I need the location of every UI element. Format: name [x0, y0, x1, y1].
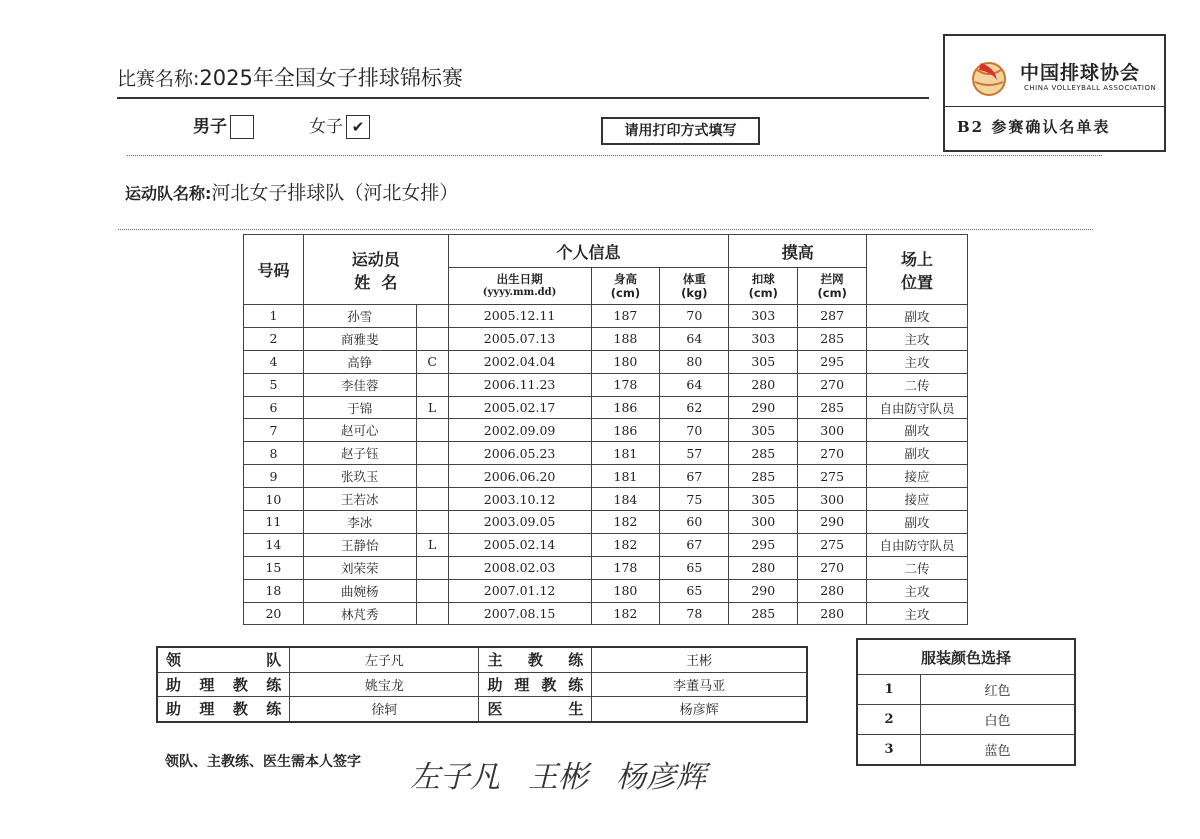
player-block-reach: 280	[798, 579, 867, 602]
player-block-reach: 275	[798, 465, 867, 488]
staff-name: 李董马亚	[592, 672, 807, 697]
player-birth-date: 2003.10.12	[448, 488, 591, 511]
player-number: 7	[244, 419, 304, 442]
player-spike-reach: 280	[729, 373, 798, 396]
male-checkbox[interactable]	[230, 115, 254, 139]
staff-role-char: 助	[166, 700, 182, 719]
signature-team-leader: 左子凡	[410, 760, 500, 795]
player-spike-reach: 303	[729, 327, 798, 350]
player-birth-date: 2002.04.04	[448, 350, 591, 373]
female-checkbox[interactable]: ✔	[346, 115, 370, 139]
staff-role-char: 练	[266, 675, 282, 694]
uniform-color-body	[857, 639, 1075, 765]
player-number: 15	[244, 556, 304, 579]
player-number: 2	[244, 327, 304, 350]
player-position: 副攻	[867, 442, 968, 465]
player-name: 王若冰	[303, 488, 416, 511]
header-weight-unit: (kg)	[681, 286, 708, 300]
staff-row	[157, 697, 807, 722]
header-height-unit: (cm)	[610, 286, 641, 300]
header-height	[591, 268, 660, 305]
player-position: 副攻	[867, 511, 968, 534]
staff-role-chars	[487, 698, 583, 719]
player-role-tag: C	[416, 350, 448, 373]
player-weight: 70	[660, 419, 729, 442]
player-name: 商雅斐	[303, 327, 416, 350]
association-name-en: CHINA VOLLEYBALL ASSOCIATION	[1024, 84, 1157, 92]
player-name: 曲婉杨	[303, 579, 416, 602]
table-row	[244, 465, 968, 488]
table-row	[244, 419, 968, 442]
player-weight: 64	[660, 327, 729, 350]
association-logo-box	[943, 34, 1166, 152]
staff-row	[157, 647, 807, 672]
title-underline	[117, 97, 929, 99]
staff-role-chars	[166, 698, 281, 719]
staff-role-char: 练	[568, 675, 584, 694]
table-row	[244, 488, 968, 511]
player-weight: 78	[660, 602, 729, 625]
player-block-reach: 290	[798, 511, 867, 534]
player-position: 主攻	[867, 579, 968, 602]
player-name: 赵子钰	[303, 442, 416, 465]
player-height: 181	[591, 465, 660, 488]
staff-role-chars	[166, 674, 281, 695]
player-block-reach: 287	[798, 305, 867, 328]
player-birth-date: 2006.05.23	[448, 442, 591, 465]
player-role-tag	[416, 579, 448, 602]
player-role-tag	[416, 419, 448, 442]
player-block-reach: 285	[798, 327, 867, 350]
player-height: 182	[591, 533, 660, 556]
player-height: 178	[591, 373, 660, 396]
player-name: 刘荣荣	[303, 556, 416, 579]
player-birth-date: 2006.06.20	[448, 465, 591, 488]
player-weight: 65	[660, 556, 729, 579]
staff-role-char: 理	[199, 700, 215, 719]
staff-role-label	[157, 697, 290, 722]
player-spike-reach: 290	[729, 396, 798, 419]
player-position: 自由防守队员	[867, 533, 968, 556]
player-position: 接应	[867, 488, 968, 511]
player-role-tag	[416, 442, 448, 465]
table-row	[244, 579, 968, 602]
uniform-color-number: 3	[857, 735, 920, 766]
player-role-tag: L	[416, 533, 448, 556]
player-birth-date: 2003.09.05	[448, 511, 591, 534]
player-spike-reach: 290	[729, 579, 798, 602]
competition-name: 2025年全国女子排球锦标赛	[199, 66, 463, 90]
player-spike-reach: 285	[729, 602, 798, 625]
player-spike-reach: 285	[729, 465, 798, 488]
player-name: 林芃秀	[303, 602, 416, 625]
header-block-label: 拦网	[820, 272, 844, 286]
print-notice: 请用打印方式填写	[601, 117, 760, 145]
header-weight	[660, 268, 729, 305]
player-height: 182	[591, 511, 660, 534]
player-number: 4	[244, 350, 304, 373]
header-block-unit: (cm)	[817, 286, 847, 300]
player-spike-reach: 300	[729, 511, 798, 534]
player-birth-date: 2005.12.11	[448, 305, 591, 328]
staff-name: 徐轲	[290, 697, 479, 722]
player-number: 14	[244, 533, 304, 556]
player-weight: 80	[660, 350, 729, 373]
uniform-color-value: 白色	[920, 705, 1075, 735]
player-birth-date: 2005.07.13	[448, 327, 591, 350]
staff-role-char: 理	[514, 675, 530, 694]
staff-table	[156, 646, 808, 723]
team-name-row	[125, 178, 458, 205]
table-row	[244, 533, 968, 556]
staff-role-label	[157, 672, 290, 697]
uniform-color-number: 1	[857, 675, 920, 705]
player-spike-reach: 295	[729, 533, 798, 556]
player-position: 主攻	[867, 602, 968, 625]
player-height: 180	[591, 350, 660, 373]
header-spike-unit: (cm)	[748, 286, 778, 300]
header-birth-format: (yyyy.mm.dd)	[482, 287, 557, 298]
dotted-divider	[118, 229, 1093, 230]
player-birth-date: 2005.02.14	[448, 533, 591, 556]
player-height: 182	[591, 602, 660, 625]
staff-row	[157, 672, 807, 697]
player-weight: 75	[660, 488, 729, 511]
staff-role-char: 医	[487, 700, 503, 719]
player-role-tag	[416, 373, 448, 396]
header-height-label: 身高	[613, 272, 637, 286]
player-block-reach: 270	[798, 373, 867, 396]
player-block-reach: 275	[798, 533, 867, 556]
table-row	[244, 373, 968, 396]
uniform-color-value: 蓝色	[920, 735, 1075, 766]
player-weight: 57	[660, 442, 729, 465]
player-spike-reach: 303	[729, 305, 798, 328]
player-weight: 62	[660, 396, 729, 419]
form-code: B2 参赛确认名单表	[957, 118, 1111, 136]
player-position: 自由防守队员	[867, 396, 968, 419]
roster-body	[244, 305, 968, 625]
staff-role-char: 队	[266, 651, 282, 670]
staff-role-label	[479, 672, 592, 697]
header-personal-info: 个人信息	[448, 235, 729, 268]
header-weight-label: 体重	[682, 272, 706, 286]
player-weight: 64	[660, 373, 729, 396]
signature-note: 领队、主教练、医生需本人签字	[165, 754, 361, 770]
signature-doctor: 杨彦辉	[616, 760, 706, 795]
player-block-reach: 295	[798, 350, 867, 373]
handwritten-signatures	[410, 752, 734, 796]
signature-head-coach: 王彬	[528, 760, 588, 795]
staff-role-char: 练	[568, 651, 584, 670]
player-height: 184	[591, 488, 660, 511]
table-row	[244, 442, 968, 465]
player-birth-date: 2002.09.09	[448, 419, 591, 442]
staff-name: 姚宝龙	[290, 672, 479, 697]
staff-role-label	[479, 697, 592, 722]
player-birth-date: 2005.02.17	[448, 396, 591, 419]
player-block-reach: 270	[798, 442, 867, 465]
player-position: 二传	[867, 373, 968, 396]
staff-role-char: 生	[568, 700, 584, 719]
player-position: 副攻	[867, 419, 968, 442]
player-number: 6	[244, 396, 304, 419]
player-weight: 65	[660, 579, 729, 602]
staff-role-char: 练	[266, 700, 282, 719]
player-weight: 60	[660, 511, 729, 534]
header-position-line2: 位置	[901, 272, 934, 292]
staff-role-chars	[487, 649, 583, 670]
logo-divider	[945, 106, 1164, 107]
header-spike	[729, 268, 798, 305]
player-name: 王静怡	[303, 533, 416, 556]
staff-role-char: 教	[232, 700, 248, 719]
player-number: 9	[244, 465, 304, 488]
competition-label: 比赛名称:	[117, 68, 200, 90]
uniform-color-row	[857, 705, 1075, 735]
table-row	[244, 350, 968, 373]
player-role-tag	[416, 511, 448, 534]
table-row	[244, 511, 968, 534]
player-number: 20	[244, 602, 304, 625]
staff-role-char: 教	[527, 651, 543, 670]
player-spike-reach: 285	[729, 442, 798, 465]
uniform-color-table	[856, 638, 1076, 766]
player-block-reach: 280	[798, 602, 867, 625]
player-number: 18	[244, 579, 304, 602]
player-height: 187	[591, 305, 660, 328]
staff-name: 左子凡	[290, 647, 479, 672]
player-role-tag	[416, 556, 448, 579]
player-weight: 70	[660, 305, 729, 328]
player-role-tag	[416, 488, 448, 511]
volleyball-logo-icon	[967, 58, 1011, 98]
player-spike-reach: 305	[729, 419, 798, 442]
player-height: 188	[591, 327, 660, 350]
player-weight: 67	[660, 533, 729, 556]
player-position: 二传	[867, 556, 968, 579]
player-block-reach: 300	[798, 488, 867, 511]
staff-role-char: 主	[487, 651, 503, 670]
male-label: 男子	[193, 117, 227, 137]
player-name: 张玖玉	[303, 465, 416, 488]
player-height: 186	[591, 396, 660, 419]
player-position: 副攻	[867, 305, 968, 328]
player-name: 于锦	[303, 396, 416, 419]
header-athlete: 运动员	[351, 249, 400, 269]
player-height: 180	[591, 579, 660, 602]
uniform-color-row	[857, 675, 1075, 705]
player-role-tag	[416, 305, 448, 328]
staff-role-char: 理	[199, 675, 215, 694]
player-height: 181	[591, 442, 660, 465]
player-position: 接应	[867, 465, 968, 488]
roster-table	[243, 234, 968, 625]
table-row	[244, 305, 968, 328]
player-birth-date: 2007.08.15	[448, 602, 591, 625]
header-block	[798, 268, 867, 305]
player-weight: 67	[660, 465, 729, 488]
player-number: 5	[244, 373, 304, 396]
female-option[interactable]	[309, 112, 370, 139]
male-option[interactable]	[193, 112, 254, 139]
uniform-color-value: 红色	[920, 675, 1075, 705]
staff-role-char: 教	[541, 675, 557, 694]
staff-role-label	[479, 647, 592, 672]
association-name-cn: 中国排球协会	[1020, 62, 1141, 84]
player-spike-reach: 280	[729, 556, 798, 579]
staff-role-label	[157, 647, 290, 672]
header-birth-label: 出生日期	[496, 272, 543, 286]
staff-body	[157, 647, 807, 722]
team-name: 河北女子排球队（河北女排）	[211, 182, 459, 204]
header-athlete-name	[303, 235, 448, 305]
player-block-reach: 270	[798, 556, 867, 579]
header-position-line1: 场上	[901, 249, 934, 269]
player-role-tag	[416, 465, 448, 488]
staff-role-char: 领	[166, 651, 182, 670]
player-number: 8	[244, 442, 304, 465]
staff-name: 杨彦辉	[592, 697, 807, 722]
staff-name: 王彬	[592, 647, 807, 672]
header-name: 姓 名	[354, 272, 398, 292]
staff-role-chars	[487, 674, 583, 695]
staff-role-char: 助	[487, 675, 503, 694]
player-birth-date: 2007.01.12	[448, 579, 591, 602]
header-number: 号码	[244, 235, 304, 305]
player-height: 178	[591, 556, 660, 579]
player-spike-reach: 305	[729, 488, 798, 511]
player-number: 10	[244, 488, 304, 511]
dotted-divider	[127, 155, 1102, 156]
player-number: 1	[244, 305, 304, 328]
player-birth-date: 2006.11.23	[448, 373, 591, 396]
player-name: 李冰	[303, 511, 416, 534]
player-name: 孙雪	[303, 305, 416, 328]
uniform-color-number: 2	[857, 705, 920, 735]
table-row	[244, 396, 968, 419]
player-name: 高铮	[303, 350, 416, 373]
header-spike-label: 扣球	[751, 272, 775, 286]
player-role-tag	[416, 602, 448, 625]
player-block-reach: 300	[798, 419, 867, 442]
header-birth	[448, 268, 591, 305]
player-birth-date: 2008.02.03	[448, 556, 591, 579]
female-label: 女子	[309, 117, 343, 137]
player-spike-reach: 305	[729, 350, 798, 373]
table-row	[244, 327, 968, 350]
player-block-reach: 285	[798, 396, 867, 419]
header-reach: 摸高	[729, 235, 867, 268]
uniform-color-row	[857, 735, 1075, 766]
table-row	[244, 602, 968, 625]
competition-title	[117, 62, 463, 92]
player-role-tag: L	[416, 396, 448, 419]
player-position: 主攻	[867, 350, 968, 373]
staff-role-char: 教	[232, 675, 248, 694]
staff-role-chars	[166, 649, 281, 670]
uniform-color-title: 服装颜色选择	[857, 639, 1075, 675]
player-name: 李佳蓉	[303, 373, 416, 396]
header-position	[867, 235, 968, 305]
table-row	[244, 556, 968, 579]
staff-role-char: 助	[166, 675, 182, 694]
player-position: 主攻	[867, 327, 968, 350]
player-role-tag	[416, 327, 448, 350]
player-name: 赵可心	[303, 419, 416, 442]
player-height: 186	[591, 419, 660, 442]
team-label: 运动队名称:	[125, 184, 212, 203]
player-number: 11	[244, 511, 304, 534]
